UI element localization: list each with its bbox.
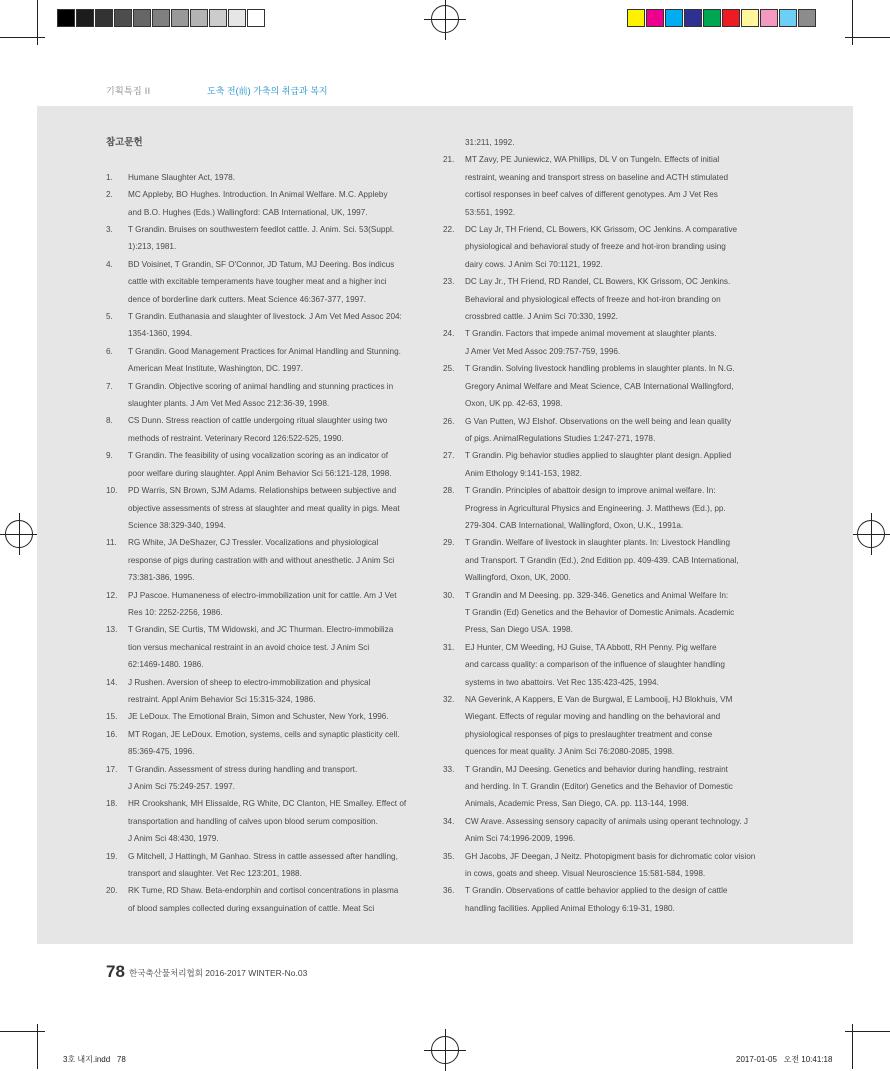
reference-line: Press, San Diego USA. 1998.: [465, 625, 573, 635]
color-swatch: [133, 9, 151, 27]
grayscale-color-bar: [57, 9, 266, 29]
reference-line: quences for meat quality. J Anim Sci 76:2080-2085, 1998.: [465, 747, 675, 757]
reference-line: MT Rogan, JE LeDoux. Emotion, systems, cells and synaptic plasticity cell.: [128, 729, 400, 739]
reference-line: GH Jacobs, JF Deegan, J Neitz. Photopigment basis for dichromatic color vision: [465, 851, 756, 861]
color-swatch: [114, 9, 132, 27]
reference-text: [128, 169, 426, 186]
reference-line: transport and slaughter. Vet Rec 123:201, 1988.: [128, 869, 302, 879]
reference-line: slaughter plants. J Am Vet Med Assoc 212:36-39, 1998.: [128, 399, 330, 409]
reference-number: 16.: [106, 729, 118, 739]
reference-text: [128, 256, 426, 308]
color-swatch: [247, 9, 265, 27]
color-swatch: [76, 9, 94, 27]
reference-number: 20.: [106, 886, 118, 896]
reference-line: MC Appleby, BO Hughes. Introduction. In Animal Welfare. M.C. Appleby: [128, 190, 388, 200]
reference-line: Progress in Agricultural Physics and Engineering. J. Matthews (Ed.), pp.: [465, 503, 726, 513]
reference-line: Wiegant. Effects of regular moving and handling on the behavioral and: [465, 712, 721, 722]
reference-item: [443, 273, 773, 325]
publication-info: 한국축산물처리협회 2016-2017 WINTER-No.03: [129, 968, 308, 978]
reference-line: Gregory Animal Welfare and Meat Science, CAB International Wallingford,: [465, 381, 734, 391]
crop-mark: [0, 37, 45, 38]
reference-text: [128, 378, 426, 413]
reference-item: [443, 534, 773, 586]
reference-item: [106, 169, 426, 186]
crop-mark: [37, 0, 38, 45]
reference-text: [128, 534, 426, 586]
reference-item: [106, 621, 426, 673]
reference-text: [128, 343, 426, 378]
reference-item: [106, 848, 426, 883]
reference-line: poor welfare during slaughter. Appl Anim Behavior Sci 56:121-128, 1998.: [128, 468, 392, 478]
reference-line: RK Tume, RD Shaw. Beta-endorphin and cortisol concentrations in plasma: [128, 886, 399, 896]
reference-text: [128, 882, 426, 917]
registration-mark-top: [431, 5, 459, 33]
reference-line: T Grandin, SE Curtis, TM Widowski, and JC Thurman. Electro-immobiliza: [128, 625, 394, 635]
color-swatch: [684, 9, 702, 27]
reference-number: 23.: [443, 277, 455, 287]
color-swatch: [779, 9, 797, 27]
reference-line: CW Arave. Assessing sensory capacity of animals using operant technology. J: [465, 816, 748, 826]
references-column-left: [106, 134, 426, 917]
reference-line: J Anim Sci 75:249-257. 1997.: [128, 782, 235, 791]
reference-item: [443, 482, 773, 534]
reference-line: restraint, weaning and transport stress on baseline and ACTH stimulated: [465, 172, 729, 182]
crop-mark: [845, 1031, 890, 1032]
article-title: 도축 전(前) 가축의 취급과 복지: [207, 86, 328, 96]
reference-line: NA Geverink, A Kappers, E Van de Burgwal, E Lambooij, HJ Blokhuis, VM: [465, 695, 733, 704]
reference-item: [443, 813, 773, 848]
color-swatch: [95, 9, 113, 27]
reference-number: 3.: [106, 225, 113, 234]
reference-line: Humane Slaughter Act, 1978.: [128, 172, 235, 182]
reference-item: [106, 795, 426, 847]
reference-line: and B.O. Hughes (Eds.) Wallingford: CAB International, UK, 1997.: [128, 207, 368, 217]
references-column-right: [443, 134, 773, 917]
reference-line: G Van Putten, WJ Elshof. Observations on the well being and lean quality: [465, 416, 732, 426]
reference-line: and Transport. T Grandin (Ed.), 2nd Edition pp. 409-439. CAB International,: [465, 555, 739, 565]
reference-text: [465, 325, 773, 360]
reference-line: DC Lay Jr, TH Friend, CL Bowers, KK Grissom, OC Jenkins. A comparative: [465, 225, 738, 235]
reference-text: [128, 726, 426, 761]
reference-line: DC Lay Jr., TH Friend, RD Randel, CL Bowers, KK Grissom, OC Jenkins.: [465, 277, 731, 287]
reference-line: 53:551, 1992.: [465, 207, 516, 217]
reference-line: T Grandin. Welfare of livestock in slaughter plants. In: Livestock Handling: [465, 538, 731, 548]
reference-number: 10.: [106, 486, 118, 496]
reference-item: [106, 412, 426, 447]
reference-item: [106, 308, 426, 343]
reference-line: of blood samples collected during exsanguination of cattle. Meat Sci: [128, 903, 375, 913]
reference-line: T Grandin. Pig behavior studies applied to slaughter plant design. Applied: [465, 451, 732, 461]
reference-line: of pigs. AnimalRegulations Studies 1:247-271, 1978.: [465, 433, 656, 443]
reference-line: T Grandin. Factors that impede animal movement at slaughter plants.: [465, 329, 717, 339]
page-number: 78: [106, 962, 125, 981]
reference-item: [106, 882, 426, 917]
reference-item: [106, 587, 426, 622]
reference-text: [128, 221, 426, 256]
reference-number: 5.: [106, 312, 113, 322]
reference-line: Science 38:329-340, 1994.: [128, 520, 226, 530]
reference-item: [106, 482, 426, 534]
reference-number: 25.: [443, 364, 455, 374]
reference-line: handling facilities. Applied Animal Ethology 6:19-31, 1980.: [465, 903, 675, 913]
crop-mark: [845, 37, 890, 38]
color-swatch: [627, 9, 645, 27]
reference-line: tion versus mechanical restraint in an avoid choice test. J Anim Sci: [128, 642, 370, 652]
color-swatch: [171, 9, 189, 27]
reference-text: [128, 708, 426, 725]
reference-line: 85:369-475, 1996.: [128, 747, 195, 757]
reference-line: Behavioral and physiological effects of freeze and hot-iron branding on: [465, 294, 721, 304]
reference-item: [106, 708, 426, 725]
reference-number: 7.: [106, 381, 113, 391]
reference-line: T Grandin and M Deesing. pp. 329-346. Genetics and Animal Welfare In:: [465, 590, 729, 600]
reference-line: American Meat Institute, Washington, DC. 1997.: [128, 364, 303, 374]
reference-list-right: [443, 151, 773, 917]
reference-item: [443, 151, 773, 221]
reference-text: [465, 273, 773, 325]
reference-line: T Grandin. The feasibility of using vocalization scoring as an indicator of: [128, 451, 389, 461]
reference-number: 29.: [443, 538, 455, 548]
reference-line: response of pigs during castration with and without anesthetic. J Anim Sci: [128, 555, 395, 565]
reference-item: [106, 221, 426, 256]
reference-number: 24.: [443, 329, 455, 339]
reference-item: [443, 413, 773, 448]
registration-mark-left: [5, 520, 33, 548]
color-swatch: [152, 9, 170, 27]
reference-line: crossbred cattle. J Anim Sci 70:330, 1992.: [465, 312, 618, 322]
reference-line: T Grandin. Euthanasia and slaughter of livestock. J Am Vet Med Assoc 204:: [128, 312, 402, 322]
reference-number: 9.: [106, 451, 113, 461]
reference-line: objective assessments of stress at slaughter and meat quality in pigs. Meat: [128, 503, 400, 513]
reference-text: [128, 621, 426, 673]
color-swatch: [722, 9, 740, 27]
reference-line: RG White, JA DeShazer, CJ Tressler. Vocalizations and physiological: [128, 538, 379, 548]
reference-item: [443, 691, 773, 761]
reference-item: [443, 221, 773, 273]
print-slug-date: 2017-01-05 오전 10:41:18: [736, 1055, 833, 1064]
reference-line: Res 10: 2252-2256, 1986.: [128, 607, 223, 617]
reference-line: PD Warris, SN Brown, SJM Adams. Relationships between subjective and: [128, 486, 397, 496]
reference-line: 62:1469-1480. 1986.: [128, 660, 204, 670]
reference-number: 4.: [106, 259, 113, 269]
reference-line: T Grandin. Objective scoring of animal handling and stunning practices in: [128, 381, 394, 391]
reference-number: 36.: [443, 886, 455, 896]
reference-item: [443, 325, 773, 360]
reference-item: [106, 534, 426, 586]
registration-mark-bottom: [431, 1036, 459, 1064]
reference-number: 28.: [443, 486, 455, 496]
color-swatch: [798, 9, 816, 27]
reference-text: [128, 412, 426, 447]
reference-number: 1.: [106, 172, 113, 182]
reference-number: 21.: [443, 155, 455, 165]
reference-item: [106, 447, 426, 482]
reference-line: 1):213, 1981.: [128, 242, 177, 252]
reference-number: 27.: [443, 451, 455, 461]
reference-line: J Amer Vet Med Assoc 209:757-759, 1996.: [465, 346, 621, 356]
reference-number: 32.: [443, 695, 455, 704]
reference-line: T Grandin. Solving livestock handling problems in slaughter plants. In N.G.: [465, 364, 735, 374]
reference-text: [465, 482, 773, 534]
color-swatch: [209, 9, 227, 27]
reference-line: Animals, Academic Press, San Diego, CA. pp. 113-144, 1998.: [465, 799, 689, 809]
reference-text: [465, 221, 773, 273]
reference-line: cortisol responses in beef calves of different genotypes. Am J Vet Res: [465, 190, 718, 200]
reference-item: [443, 587, 773, 639]
reference-text: [465, 848, 773, 883]
reference-number: 13.: [106, 625, 118, 635]
reference-line: physiological responses of pigs to preslaughter treatment and conse: [465, 729, 713, 739]
reference-number: 22.: [443, 225, 455, 235]
reference-text: [465, 639, 773, 691]
crop-mark: [0, 1031, 45, 1032]
print-slug-file: 3호 내지.indd 78: [63, 1055, 126, 1064]
reference-item: [443, 360, 773, 412]
reference-line: HR Crookshank, MH Elissalde, RG White, DC Clanton, HE Smalley. Effect of: [128, 799, 407, 809]
reference-text: [465, 534, 773, 586]
color-swatch: [741, 9, 759, 27]
reference-line: cattle with excitable temperaments have tougher meat and a higher inci: [128, 277, 387, 287]
reference-line: in cows, goats and sheep. Visual Neuroscience 15:581-584, 1998.: [465, 869, 706, 879]
reference-text: [465, 413, 773, 448]
reference-item: [106, 761, 426, 796]
color-swatch: [665, 9, 683, 27]
reference-line: and carcass quality: a comparison of the influence of slaughter handling: [465, 660, 725, 670]
reference-text: [465, 813, 773, 848]
reference-line: J Rushen. Aversion of sheep to electro-immobilization and physical: [128, 677, 371, 687]
reference-item: [443, 882, 773, 917]
reference-item: [106, 726, 426, 761]
reference-line: T Grandin (Ed) Genetics and the Behavior of Domestic Animals. Academic: [465, 607, 735, 617]
reference-text: [465, 882, 773, 917]
reference-line: 73:381-386, 1995.: [128, 573, 195, 583]
reference-number: 6.: [106, 346, 113, 356]
reference-line: Anim Ethology 9:141-153, 1982.: [465, 468, 582, 478]
color-swatch: [703, 9, 721, 27]
reference-number: 26.: [443, 416, 455, 426]
reference-number: 30.: [443, 590, 455, 600]
reference-text: [128, 587, 426, 622]
reference-number: 19.: [106, 851, 118, 861]
registration-mark-right: [857, 520, 885, 548]
reference-line: PJ Pascoe. Humaneness of electro-immobilization unit for cattle. Am J Vet: [128, 590, 397, 600]
reference-item: [443, 848, 773, 883]
reference-line: G Mitchell, J Hattingh, M Ganhao. Stress in cattle assessed after handling,: [128, 851, 398, 861]
reference-item: [106, 378, 426, 413]
reference-item: [443, 447, 773, 482]
crop-mark: [852, 0, 853, 45]
reference-text: [128, 447, 426, 482]
reference-line: physiological and behavioral study of freeze and hot-iron branding using: [465, 242, 726, 252]
reference-line: restraint. Appl Anim Behavior Sci 15:315-324, 1986.: [128, 694, 316, 704]
reference-line: T Grandin. Bruises on southwestern feedlot cattle. J. Anim. Sci. 53(Suppl.: [128, 225, 395, 234]
reference-line: 1354-1360, 1994.: [128, 329, 193, 339]
reference-item: [443, 639, 773, 691]
reference-text: [465, 587, 773, 639]
reference-line: systems in two abattoirs. Vet Rec 135:423-425, 1994.: [465, 677, 659, 687]
reference-item: [106, 256, 426, 308]
color-swatch: [190, 9, 208, 27]
reference-continuation: 31:211, 1992.: [465, 138, 515, 147]
reference-text: [128, 761, 426, 796]
reference-line: CS Dunn. Stress reaction of cattle undergoing ritual slaughter using two: [128, 416, 388, 426]
reference-number: 35.: [443, 851, 455, 861]
reference-number: 15.: [106, 712, 118, 722]
reference-text: [465, 360, 773, 412]
reference-line: Oxon, UK pp. 42-63, 1998.: [465, 399, 563, 409]
reference-number: 14.: [106, 677, 118, 687]
color-swatch: [228, 9, 246, 27]
reference-item: [443, 761, 773, 813]
reference-item: [106, 186, 426, 221]
reference-number: 33.: [443, 764, 455, 774]
reference-item: [106, 674, 426, 709]
reference-text: [128, 674, 426, 709]
references-heading: 참고문헌: [106, 137, 143, 148]
reference-text: [128, 848, 426, 883]
process-color-bar: [627, 9, 817, 29]
reference-item: [106, 343, 426, 378]
reference-line: Anim Sci 74:1996-2009, 1996.: [465, 834, 576, 844]
reference-text: [128, 308, 426, 343]
reference-line: and herding. In T. Grandin (Editor) Genetics and the Behavior of Domestic: [465, 782, 733, 792]
reference-number: 31.: [443, 642, 455, 652]
reference-line: EJ Hunter, CM Weeding, HJ Guise, TA Abbott, RH Penny. Pig welfare: [465, 642, 717, 652]
reference-line: JE LeDoux. The Emotional Brain, Simon and Schuster, New York, 1996.: [128, 712, 389, 722]
reference-line: T Grandin. Principles of abattoir design to improve animal welfare. In:: [465, 486, 716, 496]
reference-line: 279-304. CAB International, Wallingford, Oxon, U.K., 1991a.: [465, 520, 684, 530]
reference-text: [465, 761, 773, 813]
reference-line: T Grandin, MJ Deesing. Genetics and behavior during handling, restraint: [465, 764, 728, 774]
color-swatch: [646, 9, 664, 27]
reference-line: BD Voisinet, T Grandin, SF O'Connor, JD Tatum, MJ Deering. Bos indicus: [128, 259, 395, 269]
reference-text: [465, 691, 773, 761]
reference-line: dairy cows. J Anim Sci 70:1121, 1992.: [465, 259, 603, 269]
reference-number: 17.: [106, 764, 118, 774]
reference-line: dence of borderline dark cutters. Meat Science 46:367-377, 1997.: [128, 294, 367, 304]
color-swatch: [760, 9, 778, 27]
color-swatch: [57, 9, 75, 27]
reference-text: [465, 447, 773, 482]
reference-number: 34.: [443, 816, 455, 826]
reference-line: T Grandin. Assessment of stress during handling and transport.: [128, 764, 358, 774]
section-label: 기획특집 II: [106, 86, 151, 96]
reference-text: [128, 482, 426, 534]
reference-line: T Grandin. Good Management Practices for Animal Handling and Stunning.: [128, 346, 401, 356]
reference-line: MT Zavy, PE Juniewicz, WA Phillips, DL V on Tungeln. Effects of initial: [465, 155, 720, 165]
reference-line: transportation and handling of calves upon blood serum composition.: [128, 816, 378, 826]
reference-line: methods of restraint. Veterinary Record 126:522-525, 1990.: [128, 433, 344, 443]
reference-text: [128, 795, 426, 847]
reference-list-left: [106, 169, 426, 917]
reference-line: T Grandin. Observations of cattle behavior applied to the design of cattle: [465, 886, 728, 896]
reference-number: 18.: [106, 799, 118, 809]
reference-line: Wallingford, Oxon, UK, 2000.: [465, 573, 571, 583]
reference-number: 2.: [106, 190, 113, 200]
reference-text: [465, 151, 773, 221]
reference-number: 12.: [106, 590, 118, 600]
reference-number: 11.: [106, 538, 117, 548]
reference-number: 8.: [106, 416, 113, 426]
reference-text: [128, 186, 426, 221]
reference-line: J Anim Sci 48:430, 1979.: [128, 834, 219, 844]
